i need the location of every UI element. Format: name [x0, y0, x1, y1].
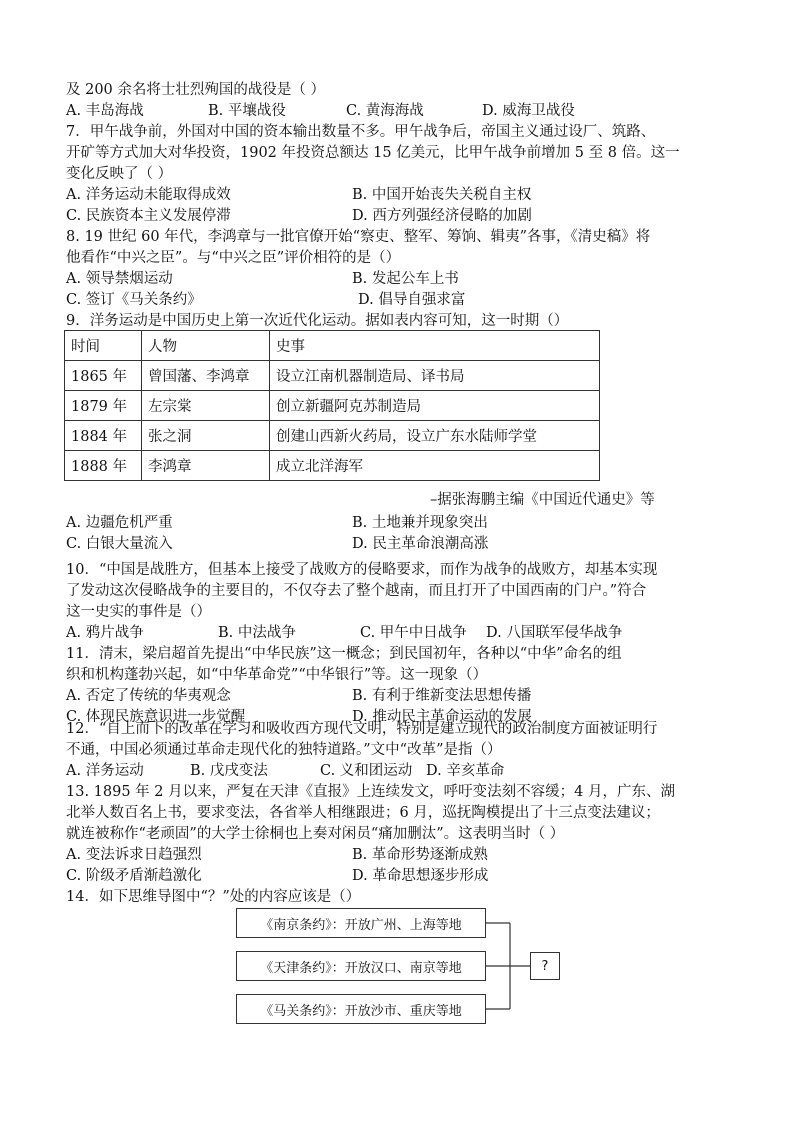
question-text-line: 变化反映了（ ） — [66, 166, 173, 182]
question-text-line: 9．洋务运动是中国历史上第一次近代化运动。据如表内容可知，这一时期（） — [66, 313, 569, 329]
answer-option: A. 边疆危机严重 — [66, 515, 173, 531]
answer-option: C. 签订《马关条约》 — [66, 292, 202, 308]
question-text-line: 11．清末，梁启超首先提出“中华民族”这一概念；到民国初年，各种以“中华”命名的组 — [66, 646, 622, 662]
answer-option: C. 体现民族意识进一步觉醒 — [66, 709, 246, 725]
question-text-line: 及 200 余名将士壮烈殉国的战役是（ ） — [66, 82, 326, 98]
question-text-line: 他看作“中兴之臣”。与“中兴之臣”评价相符的是（） — [66, 250, 401, 266]
question-text-line: 不通，中国必须通过革命走现代化的独特道路。”文中“改革”是指（） — [66, 742, 502, 758]
answer-option: C. 阶级矛盾渐趋激化 — [66, 868, 202, 884]
answer-option: C. 白银大量流入 — [66, 536, 173, 552]
answer-option: B. 土地兼并现象突出 — [352, 515, 488, 531]
question-text-line: 了发动这次侵略战争的主要目的，不仅夺去了整个越南，而且打开了中国西南的门户。”符合 — [66, 583, 647, 599]
answer-option: C. 义和团运动 — [320, 763, 413, 779]
cell-year: 1865 年 — [65, 361, 142, 391]
question-text-line: 10．“中国是战胜方，但基本上接受了战败方的侵略要求，而作为战争的战败方，却基本实现 — [66, 562, 658, 578]
answer-option: D. 倡导自强求富 — [358, 292, 466, 308]
answer-option: A. 否定了传统的华夷观念 — [66, 688, 231, 704]
answer-option: B. 有利于维新变法思想传播 — [352, 688, 532, 704]
cell-event: 成立北洋海军 — [270, 451, 600, 481]
answer-option: B. 戊戌变法 — [190, 763, 268, 779]
answer-option: A. 领导禁烟运动 — [66, 271, 173, 287]
mindmap-target-box: ? — [530, 952, 560, 980]
question-text-line: 开矿等方式加大对华投资，1902 年投资总额达 15 亿美元，比甲午战争前增加 5 至 8 倍。这一 — [66, 145, 680, 161]
answer-option: C. 甲午中日战争 — [360, 625, 467, 641]
answer-option: D. 西方列强经济侵略的加剧 — [352, 208, 532, 224]
cell-person: 李鸿章 — [142, 451, 270, 481]
mindmap-item-nanjing: 《南京条约》：开放广州、上海等地 — [236, 908, 486, 938]
mindmap-item-tianjin: 《天津条约》：开放汉口、南京等地 — [236, 951, 486, 981]
question-text-line: 7．甲午战争前，外国对中国的资本输出数量不多。甲午战争后，帝国主义通过设厂、筑路、 — [66, 124, 656, 140]
header-person: 人物 — [142, 331, 270, 361]
answer-option: A. 洋务运动 — [66, 763, 144, 779]
answer-option: A. 丰岛海战 — [66, 103, 144, 119]
question-text-line: 13. 1895 年 2 月以来，严复在天津《直报》上连续发文，呼吁变法刻不容缓；4 月，广东、湖 — [66, 784, 675, 800]
answer-option: D. 革命思想逐步形成 — [352, 868, 489, 884]
question-text-line: 8. 19 世纪 60 年代，李鸿章与一批官僚开始“察吏、整军、筹饷、辑夷”各事，《清史稿》将 — [66, 229, 651, 245]
cell-year: 1884 年 — [65, 421, 142, 451]
cell-person: 曾国藩、李鸿章 — [142, 361, 270, 391]
question-text-line: 14．如下思维导图中“？”处的内容应该是（） — [66, 889, 361, 905]
cell-event: 创建山西新火药局，设立广东水陆师学堂 — [270, 421, 600, 451]
answer-option: A. 洋务运动未能取得成效 — [66, 187, 231, 203]
cell-person: 左宗棠 — [142, 391, 270, 421]
table-source: –据张海鹏主编《中国近代通史》等 — [430, 492, 655, 508]
header-time: 时间 — [65, 331, 142, 361]
answer-option: A. 变法诉求日趋强烈 — [66, 847, 202, 863]
answer-option: A. 鸦片战争 — [66, 625, 144, 641]
answer-option: B. 革命形势逐渐成熟 — [352, 847, 488, 863]
answer-option: C. 民族资本主义发展停滞 — [66, 208, 231, 224]
cell-year: 1879 年 — [65, 391, 142, 421]
question-text-line: 12．“自上而下的改革在学习和吸收西方现代文明，特别是建立现代的政治制度方面被证明行 — [66, 721, 658, 737]
cell-person: 张之洞 — [142, 421, 270, 451]
answer-option: B. 中法战争 — [218, 625, 296, 641]
answer-option: D. 八国联军侵华战争 — [486, 625, 623, 641]
answer-option: C. 黄海海战 — [346, 103, 424, 119]
answer-option: B. 平壤战役 — [208, 103, 286, 119]
mindmap-item-maguan: 《马关条约》：开放沙市、重庆等地 — [236, 994, 486, 1024]
answer-option: D. 民主革命浪潮高涨 — [352, 536, 489, 552]
cell-event: 设立江南机器制造局、译书局 — [270, 361, 600, 391]
answer-option: D. 威海卫战役 — [482, 103, 575, 119]
question-text-line: 北举人数百名上书，要求变法，各省举人相继跟进；6 月，巡抚陶模提出了十三点变法建议； — [66, 805, 660, 821]
question-text-line: 织和机构蓬勃兴起，如“中华革命党”“中华银行”等。这一现象（） — [66, 667, 488, 683]
answer-option: B. 中国开始丧失关税自主权 — [352, 187, 532, 203]
answer-option: D. 辛亥革命 — [426, 763, 505, 779]
question-text-line: 这一史实的事件是（） — [66, 604, 211, 620]
header-event: 史事 — [270, 331, 600, 361]
answer-option: B. 发起公车上书 — [352, 271, 459, 287]
cell-year: 1888 年 — [65, 451, 142, 481]
answer-option: D. 推动民主革命运动的发展 — [352, 709, 532, 725]
question-text-line: 就连被称作“老顽固”的大学士徐桐也上奏对闲员“痛加删汰”。这表明当时（ ） — [66, 826, 565, 842]
cell-event: 创立新疆阿克苏制造局 — [270, 391, 600, 421]
